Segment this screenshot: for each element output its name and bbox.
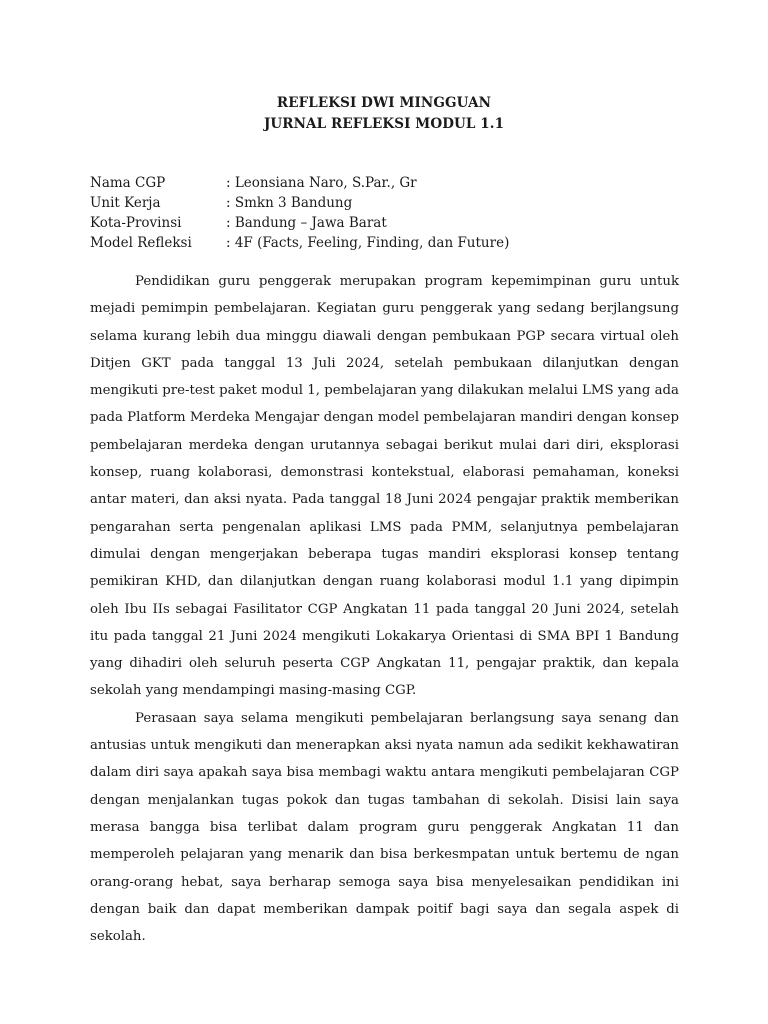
info-value: : Leonsiana Naro, S.Par., Gr bbox=[226, 175, 417, 191]
info-label: Kota-Provinsi bbox=[90, 215, 182, 231]
info-value: : 4F (Facts, Feeling, Finding, dan Future) bbox=[226, 235, 510, 251]
info-table bbox=[90, 173, 680, 253]
info-value: : Smkn 3 Bandung bbox=[226, 195, 353, 211]
info-value: : Bandung – Jawa Barat bbox=[226, 215, 387, 231]
title-line-2: JURNAL REFLEKSI MODUL 1.1 bbox=[263, 116, 505, 132]
document-body bbox=[90, 268, 679, 950]
paragraph-feeling: Perasaan saya selama mengikuti pembelajaran berlangsung saya senang dan antusias untuk mengikuti dan menerapkan aksi nyata namun ada sedikit kekhawatiran dalam diri saya apakah saya bisa membagi waktu antara mengikuti pembelajaran CGP dengan menjalankan tugas pokok dan tugas tambahan di sekolah. Disisi lain saya merasa bangga bisa terlibat dalam program guru penggerak Angkatan 11 dan memperoleh pelajaran yang menarik dan bisa berkesmpatan untuk bertemu de ngan orang-orang hebat, saya berharap semoga saya bisa menyelesaikan pendidikan ini dengan baik dan dapat memberikan dampak poitif bagi saya dan segala aspek di sekolah. bbox=[90, 710, 679, 945]
paragraph-facts: Pendidikan guru penggerak merupakan program kepemimpinan guru untuk mejadi pemimpin pembelajaran. Kegiatan guru penggerak yang sedang berjlangsung selama kurang lebih dua minggu diawali dengan pembukaan PGP secara virtual oleh Ditjen GKT pada tanggal 13 Juli 2024, setelah pembukaan dilanjutkan dengan mengikuti pre-test paket modul 1, pembelajaran yang dilakukan melalui LMS yang ada pada Platform Merdeka Mengajar dengan model pembelajaran mandiri dengan konsep pembelajaran merdeka dengan urutannya sebagai berikut mulai dari diri, eksplorasi konsep, ruang kolaborasi, demonstrasi kontekstual, elaborasi pemahaman, koneksi antar materi, dan aksi nyata. Pada tanggal 18 Juni 2024 pengajar praktik memberikan pengarahan serta pengenalan aplikasi LMS pada PMM, selanjutnya pembelajaran dimulai dengan mengerjakan beberapa tugas mandiri eksplorasi konsep tentang pemikiran KHD, dan dilanjutkan dengan ruang kolaborasi modul 1.1 yang dipimpin oleh Ibu IIs sebagai Fasilitator CGP Angkatan 11 pada tanggal 20 Juni 2024, setelah itu pada tanggal 21 Juni 2024 mengikuti Lokakarya Orientasi di SMA BPI 1 Bandung yang dihadiri oleh seluruh peserta CGP Angkatan 11, pengajar praktik, dan kepala sekolah yang mendampingi masing-masing CGP. bbox=[90, 274, 679, 699]
info-row-model-refleksi bbox=[90, 233, 680, 253]
info-row-nama-cgp bbox=[90, 173, 680, 193]
info-row-kota-provinsi bbox=[90, 213, 680, 233]
info-row-unit-kerja bbox=[90, 193, 680, 213]
info-label: Nama CGP bbox=[90, 175, 166, 191]
document-title bbox=[90, 93, 678, 135]
title-line-1: REFLEKSI DWI MINGGUAN bbox=[276, 95, 492, 111]
info-label: Model Refleksi bbox=[90, 235, 192, 251]
info-label: Unit Kerja bbox=[90, 195, 161, 211]
